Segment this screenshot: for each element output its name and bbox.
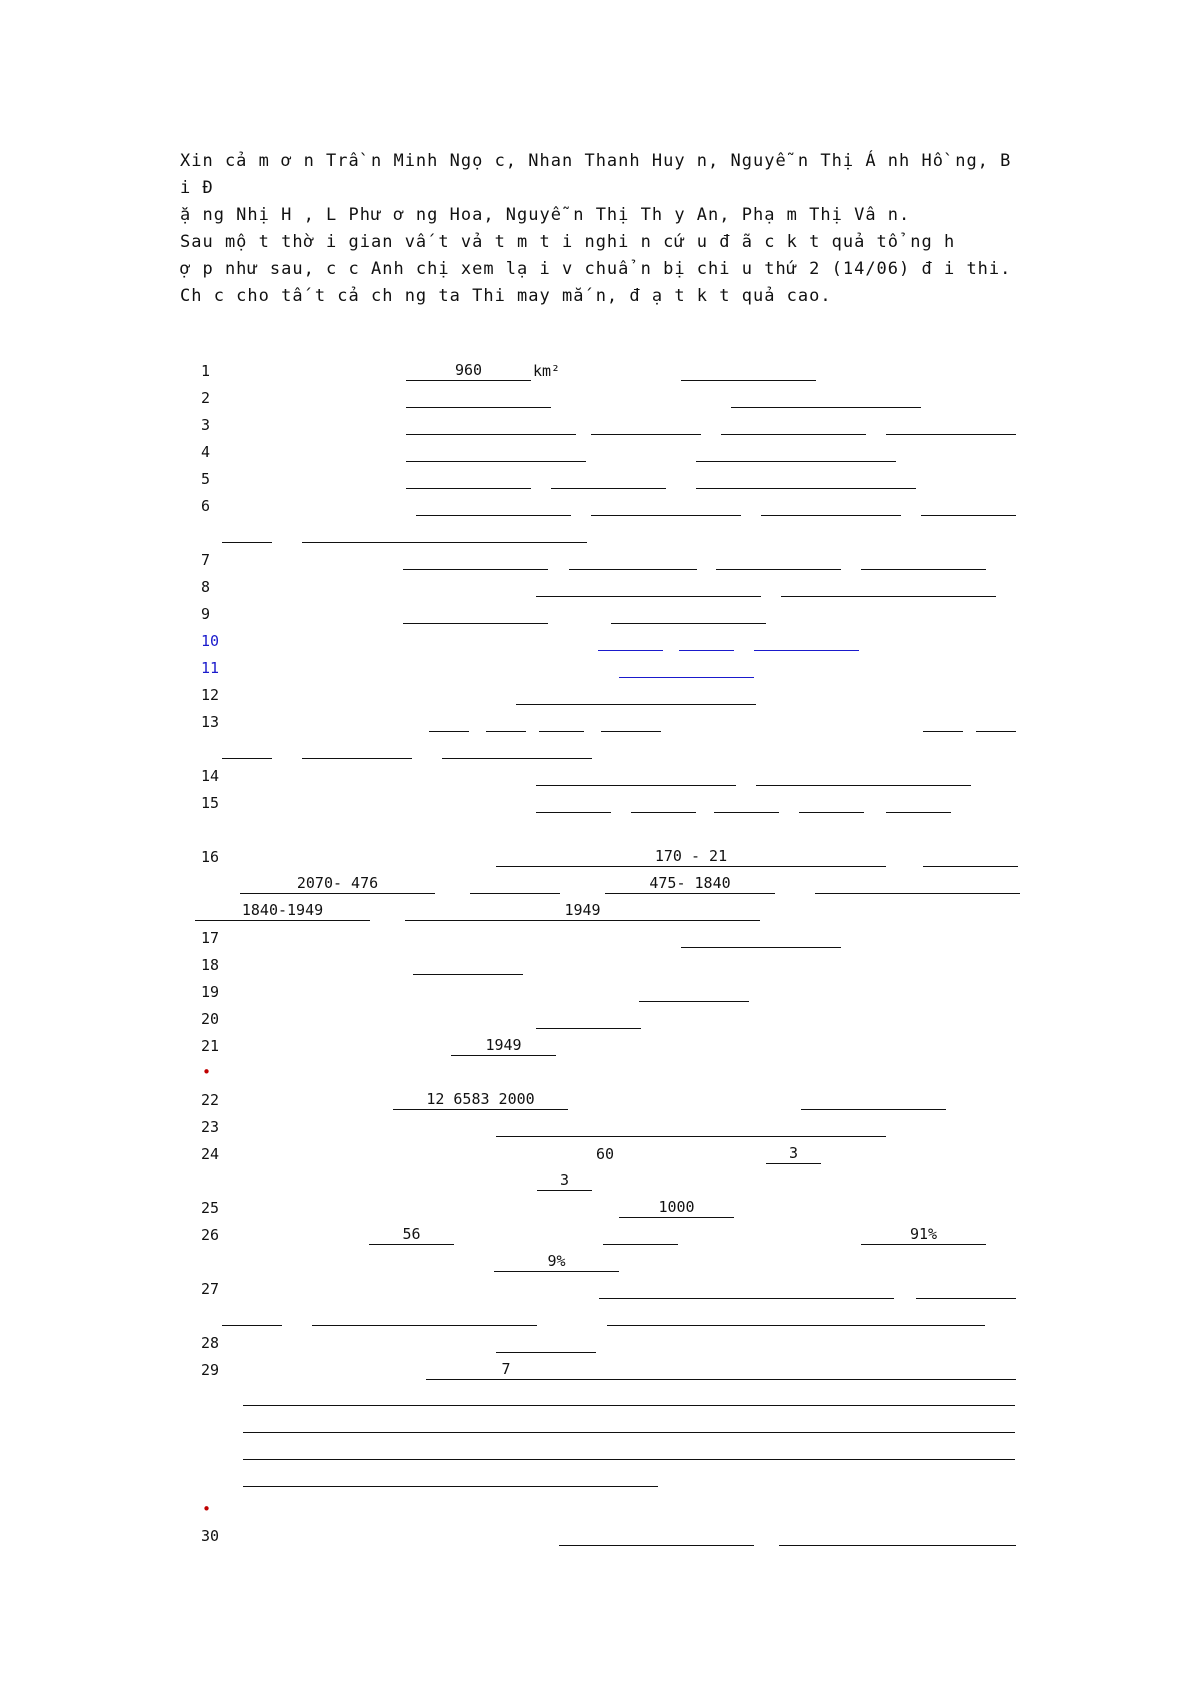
question-number: 5: [201, 470, 211, 488]
answer-blank: [923, 846, 1018, 867]
answer-blank: [716, 549, 841, 570]
question-text: 12 6583 2000: [393, 1089, 568, 1110]
question-number: 3: [201, 416, 211, 434]
answer-blank: [756, 765, 971, 786]
question-number: 7: [201, 551, 211, 569]
question-number: 9: [201, 605, 211, 623]
answer-blank: [470, 873, 560, 894]
question-row-continued: [222, 738, 1022, 760]
answer-blank: 170 - 21: [496, 846, 886, 867]
answer-blank: 3: [766, 1143, 821, 1164]
question-row: [201, 927, 1021, 949]
question-number: 4: [201, 443, 211, 461]
question-row: [201, 549, 1021, 571]
question-row: [201, 1359, 1021, 1381]
answer-blank: [413, 954, 523, 975]
answer-blank: [312, 1305, 537, 1326]
answer-blank: [516, 684, 756, 705]
question-number: 11: [201, 659, 220, 677]
question-number: 26: [201, 1226, 220, 1244]
question-number: 14: [201, 767, 220, 785]
question-row: [201, 711, 1021, 733]
question-row: [201, 1332, 1021, 1354]
question-row: [201, 981, 1021, 1003]
answer-blank: [302, 738, 412, 759]
answer-blank: 2070- 476: [240, 873, 435, 894]
answer-blank: [754, 630, 859, 651]
question-number: 28: [201, 1334, 220, 1352]
intro-line: Sau mộ t thờ i gian vấ t vả t m t i nghi n cứ u đ ã c k t quả tổ ng h: [180, 232, 956, 252]
question-row-continued: [222, 522, 1022, 544]
answer-blank: 960: [406, 360, 531, 381]
intro-line: ợ p như sau, c c Anh chị xem lạ i v chuẩ n bị chi u thứ 2 (14/06) đ i thi.: [180, 259, 1012, 279]
question-row: [201, 1278, 1021, 1300]
answer-blank: [591, 495, 741, 516]
question-row: [201, 1116, 1021, 1138]
answer-blank: [916, 1278, 1016, 1299]
answer-blank: [601, 711, 661, 732]
question-row-continued: [180, 900, 1020, 922]
answer-blank: [406, 441, 586, 462]
answer-blank: [714, 792, 779, 813]
answer-blank: [721, 414, 866, 435]
question-row: [201, 603, 1021, 625]
question-number: 23: [201, 1118, 220, 1136]
answer-blank: 9%: [494, 1251, 619, 1272]
question-text: 60: [596, 1145, 615, 1163]
question-row-continued: [180, 873, 1020, 895]
question-row: [201, 1089, 1021, 1111]
unit-label: km²: [533, 362, 561, 380]
answer-blank: 1000: [619, 1197, 734, 1218]
question-row: [201, 684, 1021, 706]
answer-blank: [496, 1116, 886, 1137]
question-number: 10: [201, 632, 220, 650]
answer-blank: [921, 495, 1016, 516]
question-row: [201, 1035, 1021, 1057]
answer-blank: [607, 1305, 985, 1326]
answer-blank: [598, 630, 663, 651]
answer-blank: [731, 387, 921, 408]
answer-blank: [406, 387, 551, 408]
question-row: [201, 765, 1021, 787]
answer-blank: [591, 414, 701, 435]
answer-blank: 3: [537, 1170, 592, 1191]
answer-blank: [631, 792, 696, 813]
answer-blank: [696, 468, 916, 489]
question-number: 13: [201, 713, 220, 731]
answer-blank: [801, 1089, 946, 1110]
question-number: 21: [201, 1037, 220, 1055]
answer-blank: [536, 765, 736, 786]
answer-blank: [403, 603, 548, 624]
answer-blank: [611, 603, 766, 624]
question-number: 17: [201, 929, 220, 947]
answer-blank: [222, 738, 272, 759]
answer-blank: [696, 441, 896, 462]
question-row: [201, 1525, 1021, 1547]
answer-blank: 1949: [451, 1035, 556, 1056]
answer-blank: [681, 360, 816, 381]
answer-blank: [639, 981, 749, 1002]
answer-line: [243, 1432, 1015, 1433]
question-row-continued: [222, 1170, 1022, 1192]
question-row-continued: [222, 1251, 1022, 1273]
question-row: [201, 495, 1021, 517]
answer-line: [243, 1486, 658, 1487]
answer-blank: [619, 657, 754, 678]
intro-line: ặ ng Nhị H , L Phư ơ ng Hoa, Nguyễ n Thị Th y An, Phạ m Thị Vâ n.: [180, 205, 911, 225]
question-row: [201, 1008, 1021, 1030]
answer-blank: 1949: [405, 900, 760, 921]
answer-blank: 1840-1949: [195, 900, 370, 921]
answer-blank: [603, 1224, 678, 1245]
answer-line: [243, 1405, 1015, 1406]
answer-blank: [406, 468, 531, 489]
question-row: [201, 576, 1021, 598]
question-number: 1: [201, 362, 211, 380]
answer-blank: [536, 1008, 641, 1029]
answer-blank: [536, 576, 761, 597]
answer-blank: [406, 414, 576, 435]
answer-blank: [222, 522, 272, 543]
question-row: [201, 630, 1021, 652]
question-number: 24: [201, 1145, 220, 1163]
answer-blank: [486, 711, 526, 732]
answer-blank: 91%: [861, 1224, 986, 1245]
answer-blank: [496, 1332, 596, 1353]
question-row: [201, 846, 1021, 868]
answer-blank: [302, 522, 587, 543]
answer-blank: 475- 1840: [605, 873, 775, 894]
question-row: [201, 954, 1021, 976]
question-row: [201, 792, 1021, 814]
answer-blank: [429, 711, 469, 732]
answer-line: [243, 1459, 1015, 1460]
answer-blank: [681, 927, 841, 948]
answer-blank: [599, 1278, 894, 1299]
question-text: 56: [369, 1224, 454, 1245]
answer-blank: [886, 414, 1016, 435]
question-number: 8: [201, 578, 211, 596]
question-number: 2: [201, 389, 211, 407]
answer-blank: [586, 1359, 1016, 1380]
answer-blank: [861, 549, 986, 570]
question-number: 6: [201, 497, 211, 515]
answer-blank: [222, 1305, 282, 1326]
question-number: 27: [201, 1280, 220, 1298]
question-row: [201, 360, 1021, 382]
question-row: [201, 468, 1021, 490]
subheading: •: [202, 1063, 212, 1081]
answer-blank: [781, 576, 996, 597]
question-number: 25: [201, 1199, 220, 1217]
question-row: [201, 441, 1021, 463]
question-row: [201, 414, 1021, 436]
question-number: 15: [201, 794, 220, 812]
answer-blank: [679, 630, 734, 651]
question-number: 12: [201, 686, 220, 704]
answer-blank: [761, 495, 901, 516]
subheading: •: [202, 1500, 212, 1518]
question-row: [201, 1143, 1021, 1165]
answer-blank: [923, 711, 963, 732]
intro-paragraph: [180, 148, 1020, 310]
answer-blank: [551, 468, 666, 489]
question-number: 29: [201, 1361, 220, 1379]
question-number: 22: [201, 1091, 220, 1109]
question-row: [201, 657, 1021, 679]
answer-blank: [416, 495, 571, 516]
question-number: 20: [201, 1010, 220, 1028]
answer-blank: [815, 873, 1020, 894]
answer-blank: [539, 711, 584, 732]
answer-blank: [403, 549, 548, 570]
question-row: [201, 387, 1021, 409]
answer-blank: [886, 792, 951, 813]
answer-blank: [559, 1525, 754, 1546]
question-number: 18: [201, 956, 220, 974]
intro-line: Xin cả m ơ n Trầ n Minh Ngọ c, Nhan Thanh Huy n, Nguyễ n Thị Á nh Hồ ng, B i Đ: [180, 151, 1012, 198]
question-row: [201, 1224, 1021, 1246]
intro-line: Ch c cho tấ t cả ch ng ta Thi may mắ n, đ ạ t k t quả cao.: [180, 286, 832, 306]
answer-blank: 7: [426, 1359, 586, 1380]
answer-blank: [536, 792, 611, 813]
question-row: [201, 1197, 1021, 1219]
question-number: 19: [201, 983, 220, 1001]
question-number: 30: [201, 1527, 220, 1545]
answer-blank: [442, 738, 592, 759]
answer-blank: [569, 549, 697, 570]
answer-blank: [779, 1525, 1016, 1546]
answer-blank: [799, 792, 864, 813]
question-number: 16: [201, 848, 220, 866]
question-row-continued: [222, 1305, 1022, 1327]
answer-blank: [976, 711, 1016, 732]
